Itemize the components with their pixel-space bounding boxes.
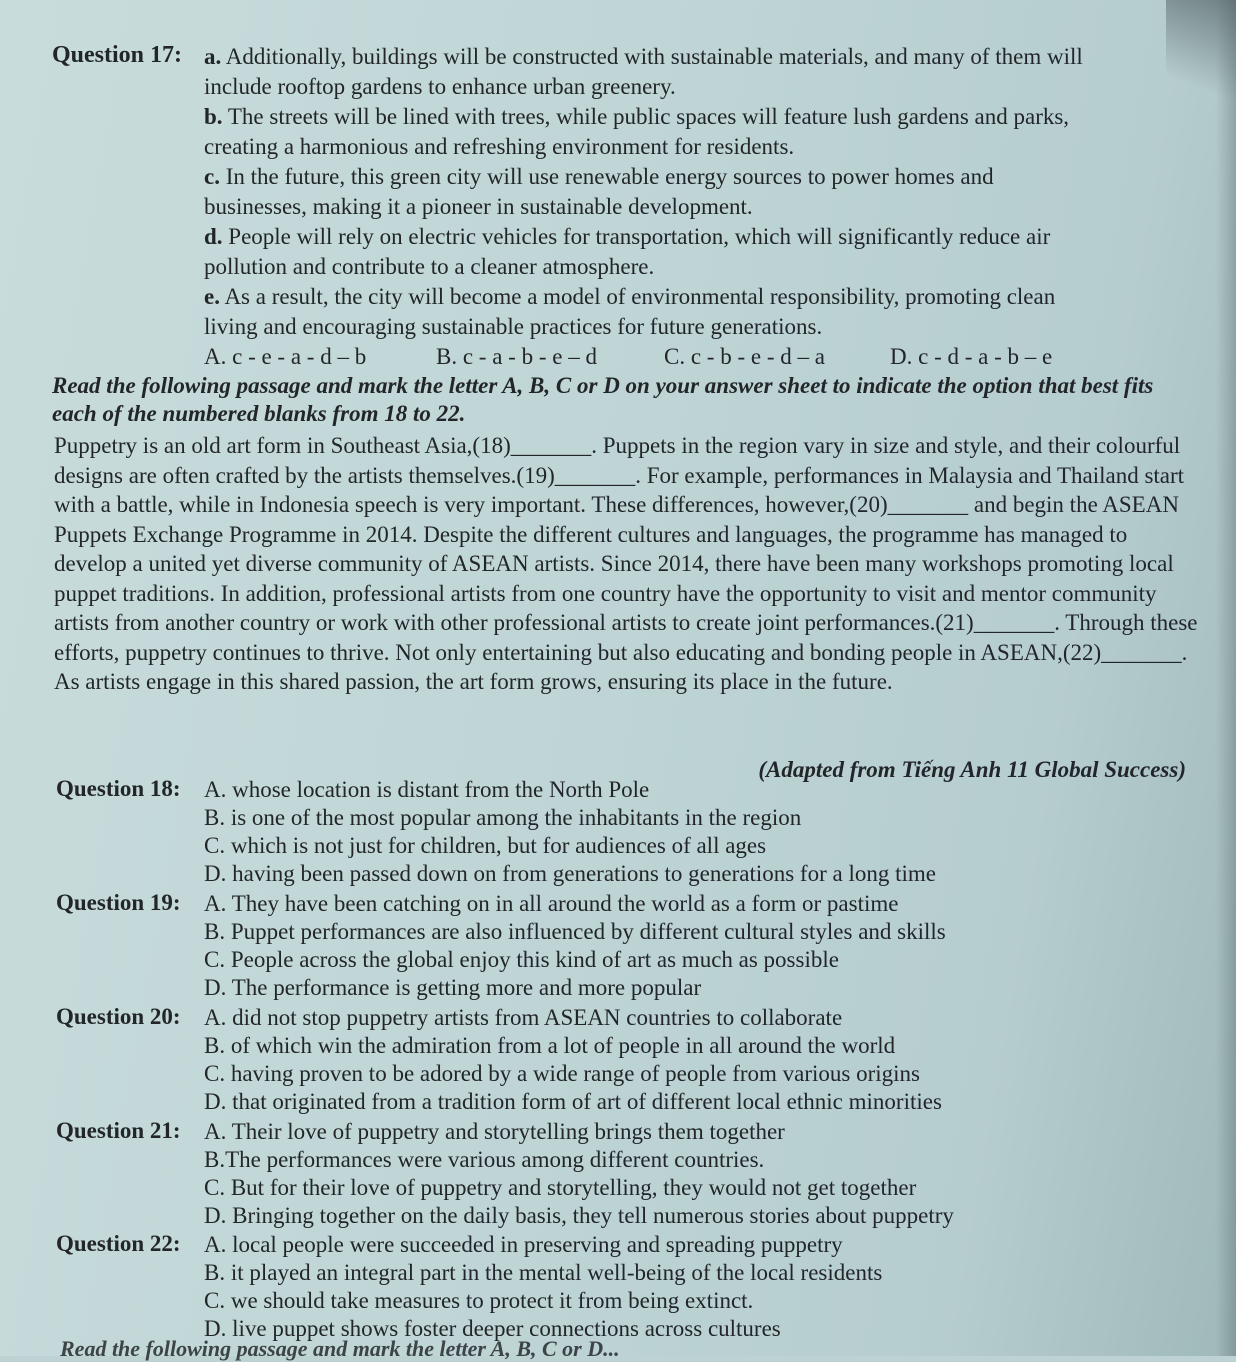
question-label: Question 18: xyxy=(56,776,181,801)
option-d[interactable]: D. having been passed down on from generations to generations for a long time xyxy=(204,861,936,886)
source-citation: (Adapted from Tiếng Anh 11 Global Success) xyxy=(758,757,1186,782)
q17-line: c. In the future, this green city will use renewable energy sources to power homes and xyxy=(204,164,994,189)
q17-line: businesses, making it a pioneer in sustainable development. xyxy=(204,194,753,219)
option-a[interactable]: A. They have been catching on in all around the world as a form or pastime xyxy=(204,891,899,916)
question-18 xyxy=(56,776,1176,888)
reading-passage: Puppetry is an old art form in Southeast Asia,(18)_______. Puppets in the region vary in size and style, and their colourful designs are often crafted by the artists themselves.(19)_______. For example, performances in Malaysia and Thailand start with a battle, while in Indonesia speech is very important. These differences, however,(20)_______ and begin the ASEAN Puppets Exchange Programme in 2014. Despite the different cultures and languages, the programme has managed to develop a united yet diverse community of ASEAN artists. Since 2014, there have been many workshops promoting local puppet traditions. In addition, professional artists from one country have the opportunity to visit and mentor community artists from another country or work with other professional artists to create joint performances.(21)_______. Through these efforts, puppetry continues to thrive. Not only entertaining but also educating and bonding people in ASEAN,(22)_______. As artists engage in this shared passion, the art form grows, ensuring its place in the future. xyxy=(54,433,1198,694)
option-b[interactable]: B. Puppet performances are also influenced by different cultural styles and skills xyxy=(204,919,946,944)
question-label: Question 22: xyxy=(56,1231,181,1256)
q17-line: living and encouraging sustainable practices for future generations. xyxy=(204,314,823,339)
question-19 xyxy=(56,890,1176,1002)
question-20 xyxy=(56,1004,1176,1116)
option-b[interactable]: B. of which win the admiration from a lot of people in all around the world xyxy=(204,1033,896,1058)
page-edge-shadow xyxy=(1216,0,1236,1356)
option-c[interactable]: C. People across the global enjoy this kind of art as much as possible xyxy=(204,947,839,972)
answer-option-d[interactable]: D. c - d - a - b – e xyxy=(890,344,1053,369)
option-b[interactable]: B. it played an integral part in the mental well-being of the local residents xyxy=(204,1260,883,1285)
question-22 xyxy=(56,1231,1176,1343)
option-d[interactable]: D. Bringing together on the daily basis, they tell numerous stories about puppetry xyxy=(204,1203,954,1228)
option-d[interactable]: D. The performance is getting more and more popular xyxy=(204,975,702,1000)
question-label: Question 21: xyxy=(56,1118,181,1143)
q17-line: d. People will rely on electric vehicles for transportation, which will significantly reduce air xyxy=(204,224,1051,249)
option-c[interactable]: C. But for their love of puppetry and storytelling, they would not get together xyxy=(204,1175,917,1200)
instruction-text: Read the following passage and mark the letter A, B, C or D on your answer sheet to indicate the option that best fits each of the numbered blanks from 18 to 22. xyxy=(52,373,1154,426)
question-21 xyxy=(56,1118,1176,1230)
cut-off-instruction: Read the following passage and mark the letter A, B, C or D... xyxy=(60,1336,620,1361)
q17-line: pollution and contribute to a cleaner atmosphere. xyxy=(204,254,655,279)
q17-line: e. As a result, the city will become a model of environmental responsibility, promoting clean xyxy=(204,284,1056,309)
option-a[interactable]: A. Their love of puppetry and storytelling brings them together xyxy=(204,1119,785,1144)
option-b[interactable]: B.The performances were various among different countries. xyxy=(204,1147,765,1172)
option-c[interactable]: C. which is not just for children, but for audiences of all ages xyxy=(204,833,767,858)
question-17 xyxy=(52,42,1212,372)
answer-option-a[interactable]: A. c - e - a - d – b xyxy=(204,344,367,369)
option-c[interactable]: C. we should take measures to protect it from being extinct. xyxy=(204,1288,754,1313)
option-c[interactable]: C. having proven to be adored by a wide range of people from various origins xyxy=(204,1061,920,1086)
question-label: Question 19: xyxy=(56,890,181,915)
q17-line: creating a harmonious and refreshing environment for residents. xyxy=(204,134,795,159)
q17-line: include rooftop gardens to enhance urban greenery. xyxy=(204,74,676,99)
answer-option-b[interactable]: B. c - a - b - e – d xyxy=(436,344,597,369)
question-17-label: Question 17: xyxy=(52,42,183,68)
option-d[interactable]: D. live puppet shows foster deeper connections across cultures xyxy=(204,1316,781,1341)
q17-line: a. Additionally, buildings will be constructed with sustainable materials, and many of them will xyxy=(204,44,1083,69)
question-17-sentences xyxy=(204,42,1212,342)
question-label: Question 20: xyxy=(56,1004,181,1029)
q17-line: b. The streets will be lined with trees, while public spaces will feature lush gardens and parks, xyxy=(204,104,1070,129)
option-b[interactable]: B. is one of the most popular among the inhabitants in the region xyxy=(204,805,802,830)
option-a[interactable]: A. local people were succeeded in preserving and spreading puppetry xyxy=(204,1232,843,1257)
question-17-answers xyxy=(204,342,1212,372)
answer-option-c[interactable]: C. c - b - e - d – a xyxy=(664,344,825,369)
option-a[interactable]: A. did not stop puppetry artists from ASEAN countries to collaborate xyxy=(204,1005,843,1030)
option-a[interactable]: A. whose location is distant from the North Pole xyxy=(204,777,650,802)
option-d[interactable]: D. that originated from a tradition form of art of different local ethnic minorities xyxy=(204,1089,942,1114)
